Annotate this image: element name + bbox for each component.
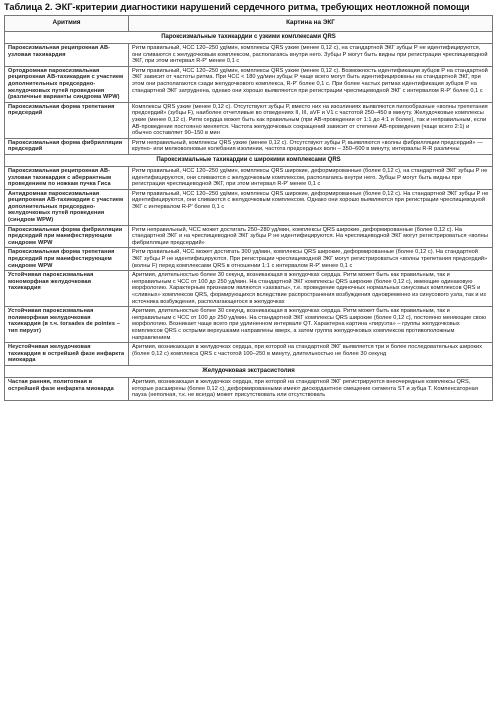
- ecg-description-cell: Аритмия, длительностью более 30 секунд, возникающая в желудочках сердца. Ритм может быть как правильным, так и неправильным с ЧСС от 100 до 250 уд/мин. На стандартной ЭКГ комплексы QRS широкие (более 0,12 с), постоянно меняющие свою морфологию. Возникает чаще всего при удлиненном интервале QT. Характерна картина «пируэта» – группы желудочковых комплексов QRS с острыми верхушками направлены вверх, а затем группа желудочковых комплексов противоположным направлением: [129, 307, 493, 343]
- table-title: Таблица 2. ЭКГ-критерии диагностики нарушений сердечного ритма, требующих неотложной помощи: [4, 2, 470, 12]
- ecg-description-cell: Ритм правильный, ЧСС 120–250 уд/мин, комплексы QRS узкие (менее 0,12 с), на стандартной ЭКГ зубцы Р не идентифицируются, они сливаются с желудочковым комплексом, располагаясь внутри него. Зубцы Р могут быть видны при регистрации чреспищеводной ЭКГ, при этом интервал R-P' менее 0,1 с: [129, 44, 493, 67]
- section-title: Пароксизмальные тахикардии с узкими комплексами QRS: [5, 32, 493, 44]
- ecg-description-cell: Ритм неправильный, комплексы QRS узкие (менее 0,12 с). Отсутствуют зубцы Р, выявляются «волны фибрилляции предсердий» — крупно- или мелковолновые колебания изолинии, частота предсердных волн – 350–600 в минуту, интервалы R-R различны: [129, 138, 493, 154]
- arrhythmia-cell: Неустойчивая желудочковая тахикардия в острейшей фазе инфаркта миокарда: [5, 343, 129, 366]
- arrhythmia-cell: Устойчивая пароксизмальная мономорфная желудочковая тахикардия: [5, 271, 129, 307]
- section-title: Желудочковая экстрасистолия: [5, 365, 493, 377]
- table-row: [5, 271, 493, 307]
- arrhythmia-cell: Антидромная пароксизмальная реципрокная АВ-тахикардия с участием дополнительных предсердно-желудочковых путей проведения (синдром WPW): [5, 189, 129, 225]
- ecg-description-cell: Ритм неправильный, ЧСС может достигать 250–280 уд/мин, комплексы QRS широкие, деформированные (более 0,12 с). На стандартной ЭКГ и на чреспищеводной ЭКГ зубцы Р не идентифицируются. На чреспищеводной ЭКГ могут регистрироваться «волны фибрилляции предсердий»: [129, 225, 493, 248]
- section-title: Пароксизмальные тахикардии с широкими комплексами QRS: [5, 154, 493, 166]
- table-row: [5, 225, 493, 248]
- arrhythmia-cell: Пароксизмальная реципрокная АВ-узловая тахикардия: [5, 44, 129, 67]
- table-header-row: [5, 16, 493, 32]
- arrhythmia-cell: Пароксизмальная форма трепетания предсердий при манифестирующем синдроме WPW: [5, 248, 129, 271]
- ecg-description-cell: Ритм правильный, ЧСС 120–250 уд/мин, комплексы QRS широкие, деформированные (более 0,12 с), на стандартной ЭКГ зубцы Р не идентифицируются, они сливаются с желудочковым комплексом, располагаясь внутри него. Зубцы Р могут быть видны при регистрации чреспищеводной ЭКГ, при этом интервал R-P' менее 0,1 с: [129, 166, 493, 189]
- section-row: [5, 154, 493, 166]
- table-row: [5, 189, 493, 225]
- table-body: [5, 32, 493, 401]
- arrhythmia-cell: Устойчивая пароксизмальная полиморфная желудочковая тахикардия (в т.ч. torsades de pointes – тип пируэт): [5, 307, 129, 343]
- arrhythmia-cell: Ортодромная пароксизмальная реципрокная АВ-тахикардия с участием дополнительных предсердно-желудочковых путей проведения (различные варианты синдрома WPW): [5, 66, 129, 102]
- ecg-description-cell: Ритм правильный, ЧСС 120–250 уд/мин, комплексы QRS широкие, деформированные (более 0,12 с). На стандартной ЭКГ зубцы Р не идентифицируются, они сливаются с желудочковым комплексом. Однако они хорошо выявляются при регистрации чреспищеводной ЭКГ с интервалом R-P' более 0,1 с: [129, 189, 493, 225]
- table-row: [5, 138, 493, 154]
- arrhythmia-cell: Пароксизмальная форма фибрилляции предсердий при манифестирующем синдроме WPW: [5, 225, 129, 248]
- table-row: [5, 44, 493, 67]
- ecg-description-cell: Комплексы QRS узкие (менее 0,12 с). Отсутствуют зубцы Р, вместо них на изоэлиниях выявляются пилообразные «волны трепетания предсердий» (зубцы F), наиболее отчетливые во отведениях II, III, aVF и V1 с частотой 250–450 в минуту. Желудочковые комплексы узкие (менее 0,12 с). Ритм сердца может быть как правильным (при АВ-проведении от 1:1 до 4:1 и более), так и неправильным, если АВ-проведение постоянно меняется. Частота желудочковых сокращений зависит от степени АВ-проведения (чаще всего 2:1) и обычно составляет 90–150 в мин: [129, 102, 493, 138]
- arrhythmia-cell: Пароксизмальная форма фибрилляции предсердий: [5, 138, 129, 154]
- arrhythmia-cell: Пароксизмальная реципрокная АВ-узловая тахикардия с аберрантным проведением по ножкам пучка Гиса: [5, 166, 129, 189]
- ecg-description-cell: Аритмия, длительностью более 30 секунд, возникающая в желудочках сердца. Ритм может быть как правильным, так и неправильным с ЧСС от 100 до 250 уд/мин. На стандартной ЭКГ комплексы QRS широкие (более 0,12 с), имеющие одинаковую морфологию. Характерным признаком являются «захваты», т.е. проведение одиночных нормальных синусовых комплексов QRS и «сливных» комплексов QRS, формирующихся вследствие распространения возбуждения одновременно из синусового узла, так и из источника возбуждения, располагающегося в желудочках: [129, 271, 493, 307]
- table-row: [5, 307, 493, 343]
- ecg-criteria-table: [4, 15, 493, 401]
- arrhythmia-cell: Пароксизмальная форма трепетания предсердий: [5, 102, 129, 138]
- section-row: [5, 365, 493, 377]
- header-ecg-picture: Картина на ЭКГ: [129, 16, 493, 32]
- header-arrhythmia: Аритмия: [5, 16, 129, 32]
- section-row: [5, 32, 493, 44]
- ecg-description-cell: Ритм правильный, ЧСС 120–250 уд/мин, комплексы QRS узкие (менее 0,12 с). Возможность идентификации зубцов Р на стандартной ЭКГ зависит от частоты ритма. При ЧСС < 180 уд/мин зубцы Р чаще всего могут быть идентифицированы на стандартной ЭКГ, при этом они располагаются сзади желудочкового комплекса, R-P' более 0,1 с. При более частых ритмах идентификация зубцов Р на стандартной ЭКГ затруднена, однако они хорошо выявляются при регистрации чреспищеводной ЭКГ с интервалом R-P' более 0,1 с: [129, 66, 493, 102]
- table-row: [5, 102, 493, 138]
- table-row: [5, 66, 493, 102]
- table-row: [5, 343, 493, 366]
- ecg-description-cell: Аритмия, возникающая в желудочках сердца, при которой на стандартной ЭКГ регистрируются внеочередные комплексы QRS, которые расширены (более 0,12 с), деформированными имеют дискордантное смещение сегмента ST и зубца T. Компенсаторная пауза (неполная, т.к. не всегда) может присутствовать или отсутствовать: [129, 377, 493, 400]
- table-row: [5, 248, 493, 271]
- ecg-description-cell: Ритм правильный, ЧСС может достигать 300 уд/мин, комплексы QRS широкие, деформированные (более 0,12 с). На стандартной ЭКГ зубцы Р не идентифицируются. При регистрации чреспищеводной ЭКГ могут регистрироваться «волны трепетания предсердий» (волны F) перед комплексами QRS в отношении 1:1 с интервалом R-P' менее 0,1 с: [129, 248, 493, 271]
- table-row: [5, 377, 493, 400]
- table-row: [5, 166, 493, 189]
- arrhythmia-cell: Частая ранняя, политопная в острейшей фазе инфаркта миокарда: [5, 377, 129, 400]
- ecg-description-cell: Аритмия, возникающая в желудочках сердца, при которой на стандартной ЭКГ выявляется три и более последовательных широких (более 0,12 с) комплекса QRS с частотой 100–250 в минуту, длительностью не более 30 секунд: [129, 343, 493, 366]
